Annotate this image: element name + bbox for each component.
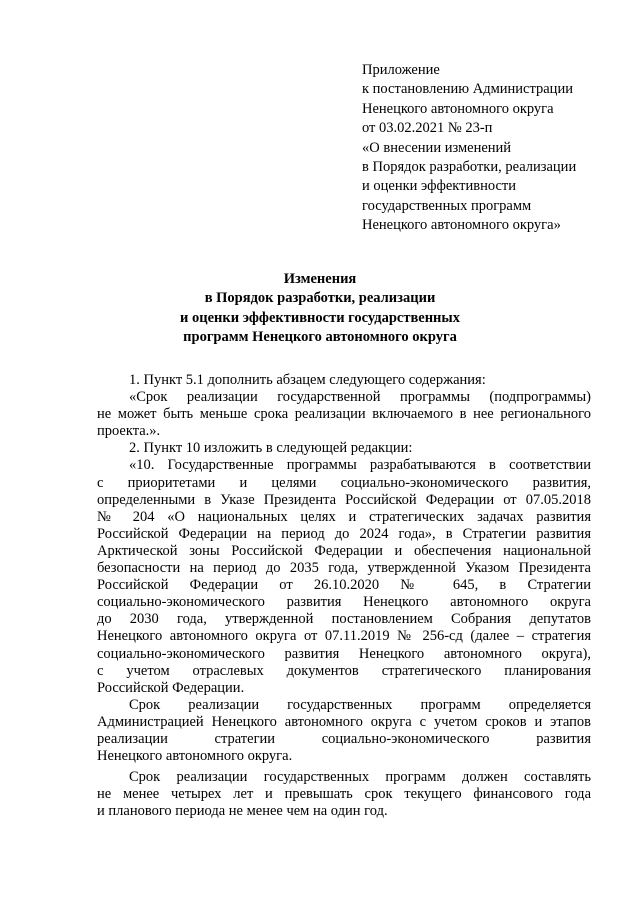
body-line: 1. Пункт 5.1 дополнить абзацем следующего содержания: <box>129 372 486 388</box>
appendix-header <box>362 61 632 236</box>
body-line: Срок реализации государственных программ определяется <box>129 696 591 713</box>
body-line: определенными в Указе Президента Российской Федерации от 07.05.2018 <box>97 491 591 508</box>
appendix-line: Ненецкого автономного округа» <box>362 217 561 234</box>
appendix-line: от 03.02.2021 № 23-п <box>362 120 493 137</box>
body-line: с учетом отраслевых документов стратегического планирования <box>97 662 591 679</box>
body-line: Ненецкого автономного округа от 07.11.2019 № 256-сд (далее – стратегия <box>97 628 591 645</box>
body-line: Срок реализации государственных программ должен составлять <box>129 769 591 786</box>
body-line: Ненецкого автономного округа. <box>97 748 293 765</box>
body-line: не менее четырех лет и превышать срок текущего финансового года <box>97 786 591 803</box>
appendix-line: Ненецкого автономного округа <box>362 100 554 117</box>
body-line: № 204 «О национальных целях и стратегических задачах развития <box>97 508 591 525</box>
body-line: Российской Федерации. <box>97 679 245 696</box>
appendix-line: Приложение <box>362 62 440 78</box>
appendix-line: «О внесении изменений <box>362 139 512 156</box>
title-line: и оценки эффективности государственных <box>179 309 460 326</box>
body-line: с приоритетами и целями социально-экономического развития, <box>97 474 591 491</box>
body-line: Российской Федерации от 26.10.2020 № 645, в Стратегии <box>97 577 591 594</box>
title-line: в Порядок разработки, реализации <box>204 290 436 307</box>
appendix-line: и оценки эффективности <box>362 178 516 195</box>
body-line: «Срок реализации государственной программы (подпрограммы) <box>129 389 591 406</box>
body-line: и планового периода не менее чем на один год. <box>97 803 388 820</box>
appendix-line: в Порядок разработки, реализации <box>362 159 577 176</box>
body-line: Администрацией Ненецкого автономного округа с учетом сроков и этапов <box>97 713 591 730</box>
body-line: реализации стратегии социально-экономического развития <box>97 730 591 747</box>
document-body <box>97 372 591 820</box>
body-line: до 2030 года, утвержденной постановлением Собрания депутатов <box>97 611 591 628</box>
body-line: Арктической зоны Российской Федерации и обеспечения национальной <box>97 542 591 559</box>
body-line: безопасности на период до 2035 года, утвержденной Указом Президента <box>97 560 591 577</box>
body-line: 2. Пункт 10 изложить в следующей редакции: <box>129 440 413 457</box>
body-line: не может быть меньше срока реализации включаемого в нее регионального <box>97 406 591 423</box>
appendix-line: к постановлению Администрации <box>362 81 573 98</box>
title-line: Изменения <box>283 271 357 287</box>
document-title <box>60 270 580 348</box>
body-line: проекта.». <box>97 423 161 440</box>
appendix-line: государственных программ <box>362 197 532 214</box>
title-line: программ Ненецкого автономного округа <box>183 329 457 346</box>
body-line: «10. Государственные программы разрабатываются в соответствии <box>129 457 591 474</box>
body-line: социально-экономического развития Ненецкого автономного округа <box>97 594 591 611</box>
body-line: социально-экономического развития Ненецкого автономного округа), <box>97 645 591 662</box>
body-line: Российской Федерации на период до 2024 года», в Стратегии развития <box>97 525 591 542</box>
